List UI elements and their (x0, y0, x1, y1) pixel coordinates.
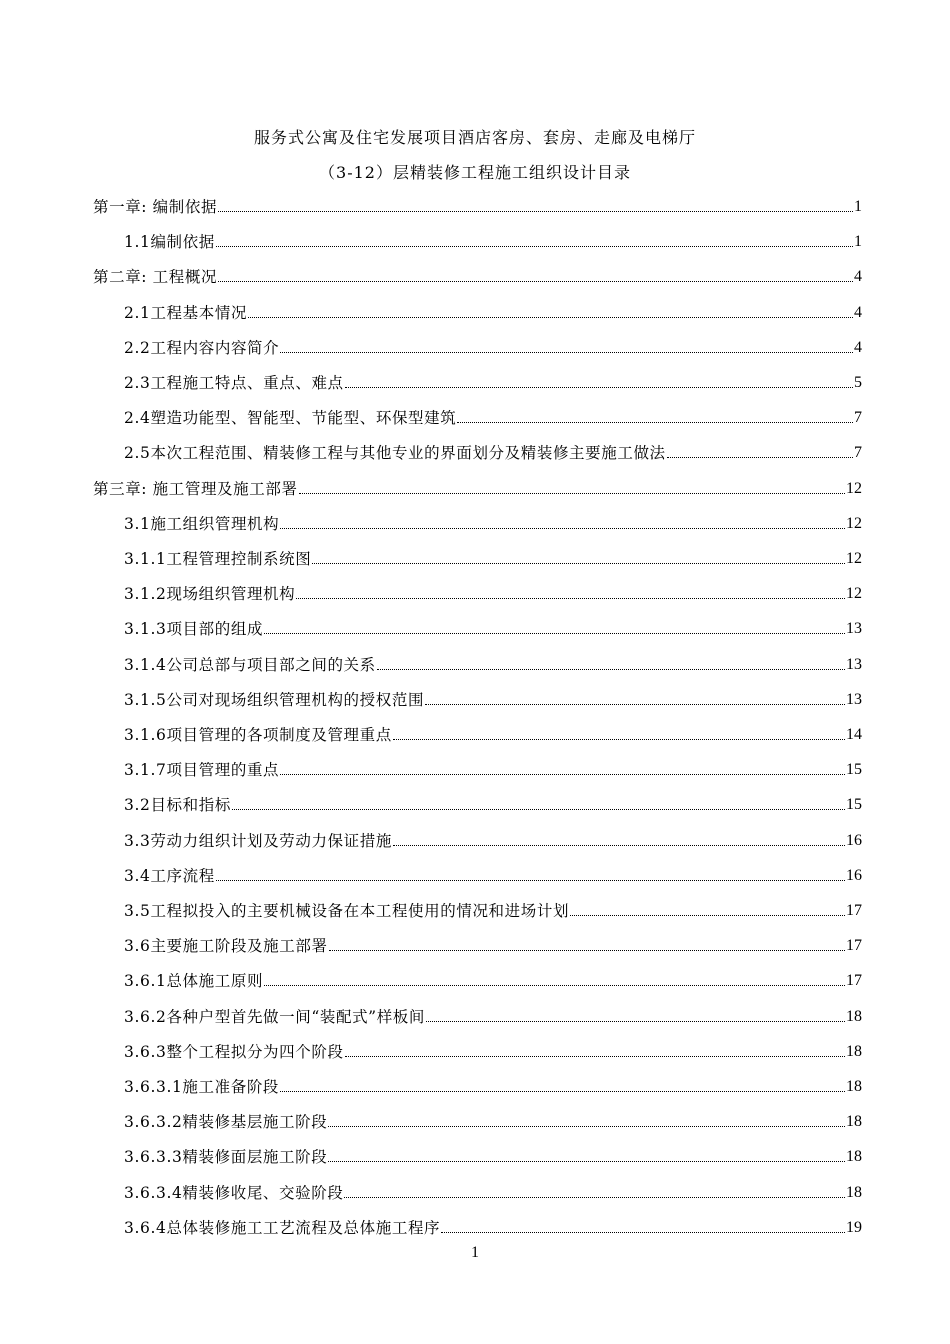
toc-entry-page: 17 (846, 937, 862, 955)
toc-entry-page: 18 (846, 1148, 862, 1166)
toc-leader-dots (280, 528, 845, 529)
toc-entry-page: 17 (846, 972, 862, 990)
toc-entry-label: 3.6.3.4精装修收尾、交验阶段 (124, 1183, 344, 1202)
toc-entry-label: 3.6.3.3精装修面层施工阶段 (124, 1148, 328, 1167)
toc-entry-page: 18 (846, 1183, 862, 1201)
toc-entry[interactable] (124, 827, 862, 851)
toc-entry-label: 3.6.2各种户型首先做一间“装配式”样板间 (124, 1007, 425, 1026)
toc-entry[interactable] (124, 228, 862, 252)
toc-entry-page: 7 (854, 444, 862, 462)
toc-entry[interactable] (124, 580, 862, 604)
toc-leader-dots (426, 1021, 845, 1022)
document-title-line1: 服务式公寓及住宅发展项目酒店客房、套房、走廊及电梯厅 (253, 128, 696, 147)
toc-entry-label: 3.6.1总体施工原则 (124, 972, 264, 991)
toc-entry[interactable] (124, 756, 862, 780)
toc-entry-label: 第一章: 编制依据 (93, 198, 218, 216)
toc-leader-dots (393, 845, 845, 846)
toc-entry-page: 12 (846, 514, 862, 532)
toc-entry-page: 12 (846, 479, 862, 497)
toc-entry[interactable] (124, 334, 862, 358)
toc-entry-page: 14 (846, 726, 862, 743)
toc-entry[interactable] (93, 193, 862, 217)
toc-entry[interactable] (93, 475, 862, 499)
toc-entry-page: 17 (846, 902, 862, 919)
document-title-line2: （3-12）层精装修工程施工组织设计目录 (319, 163, 631, 182)
toc-leader-dots (218, 211, 853, 212)
toc-entry-page: 4 (854, 268, 862, 286)
toc-leader-dots (345, 387, 853, 388)
toc-entry[interactable] (124, 651, 862, 675)
toc-entry-label: 第二章: 工程概况 (93, 268, 218, 287)
page-number: 1 (471, 1244, 479, 1261)
toc-leader-dots (280, 774, 845, 775)
toc-entry-label: 3.6.3.1施工准备阶段 (124, 1078, 280, 1096)
toc-entry[interactable] (124, 1179, 862, 1203)
toc-leader-dots (344, 1197, 845, 1198)
toc-entry-label: 3.1.5公司对现场组织管理机构的授权范围 (124, 690, 425, 709)
toc-leader-dots (216, 246, 853, 247)
toc-entry-label: 第三章: 施工管理及施工部署 (93, 479, 298, 498)
toc-entry-label: 3.2目标和指标 (124, 796, 231, 815)
toc-entry-page: 12 (846, 550, 862, 567)
toc-entry[interactable] (93, 263, 862, 287)
toc-entry[interactable] (124, 369, 862, 393)
toc-leader-dots (667, 457, 853, 458)
toc-entry-label: 2.1工程基本情况 (124, 303, 248, 322)
toc-entry[interactable] (124, 897, 862, 921)
toc-entry-page: 1 (854, 198, 862, 215)
toc-entry-page: 15 (846, 761, 862, 779)
toc-leader-dots (457, 422, 853, 423)
toc-entry-page: 5 (854, 374, 862, 391)
toc-entry-label: 2.4塑造功能型、智能型、节能型、环保型建筑 (124, 409, 457, 428)
toc-leader-dots (296, 598, 845, 599)
toc-entry-page: 13 (846, 620, 862, 638)
toc-entry-label: 2.5本次工程范围、精装修工程与其他专业的界面划分及精装修主要施工做法 (124, 444, 666, 463)
toc-leader-dots (299, 493, 845, 494)
toc-entry-page: 18 (846, 1042, 862, 1060)
toc-entry-label: 3.5工程拟投入的主要机械设备在本工程使用的情况和进场计划 (124, 902, 570, 920)
toc-leader-dots (328, 1161, 845, 1162)
toc-entry-label: 3.4工序流程 (124, 866, 215, 885)
toc-entry-page: 16 (846, 831, 862, 849)
toc-entry-label: 3.6.3整个工程拟分为四个阶段 (124, 1042, 344, 1061)
toc-entry-page: 16 (846, 866, 862, 884)
toc-entry[interactable] (124, 545, 862, 569)
toc-leader-dots (218, 281, 853, 282)
toc-leader-dots (280, 1091, 845, 1092)
toc-entry[interactable] (124, 439, 862, 463)
toc-entry[interactable] (124, 1003, 862, 1027)
toc-entry-page: 1 (854, 233, 862, 251)
toc-entry-page: 18 (846, 1007, 862, 1025)
toc-entry-label: 3.1施工组织管理机构 (124, 514, 280, 533)
toc-entry-page: 19 (846, 1218, 862, 1236)
toc-leader-dots (425, 704, 845, 705)
toc-entry[interactable] (124, 1038, 862, 1062)
toc-entry-page: 13 (846, 690, 862, 708)
toc-entry-page: 15 (846, 796, 862, 814)
toc-entry-page: 18 (846, 1113, 862, 1131)
toc-leader-dots (280, 352, 853, 353)
toc-entry-page: 7 (854, 409, 862, 427)
toc-entry-page: 18 (846, 1078, 862, 1095)
toc-leader-dots (377, 669, 845, 670)
toc-leader-dots (232, 809, 845, 810)
toc-entry-label: 3.6主要施工阶段及施工部署 (124, 937, 328, 956)
toc-entry-label: 3.1.3项目部的组成 (124, 620, 264, 639)
toc-leader-dots (393, 739, 845, 740)
toc-leader-dots (441, 1232, 845, 1233)
toc-leader-dots (328, 1126, 845, 1127)
toc-entry-page: 4 (854, 303, 862, 321)
toc-leader-dots (248, 317, 853, 318)
toc-entry[interactable] (124, 1108, 862, 1132)
toc-entry-label: 1.1编制依据 (124, 233, 215, 252)
toc-entry-page: 4 (854, 338, 862, 356)
toc-entry-label: 3.1.7项目管理的重点 (124, 761, 280, 780)
toc-entry[interactable] (124, 299, 862, 323)
toc-entry[interactable] (124, 791, 862, 815)
toc-entry[interactable] (124, 615, 862, 639)
toc-leader-dots (329, 950, 845, 951)
toc-leader-dots (264, 985, 845, 986)
toc-leader-dots (264, 633, 845, 634)
toc-entry-label: 3.1.6项目管理的各项制度及管理重点 (124, 726, 392, 744)
toc-entry[interactable] (124, 404, 862, 428)
toc-entry[interactable] (124, 932, 862, 956)
toc-leader-dots (216, 880, 845, 881)
toc-entry[interactable] (124, 1214, 862, 1238)
toc-leader-dots (345, 1056, 845, 1057)
toc-entry[interactable] (124, 967, 862, 991)
toc-entry[interactable] (124, 862, 862, 886)
toc-entry[interactable] (124, 686, 862, 710)
toc-leader-dots (570, 915, 845, 916)
toc-entry-label: 3.6.3.2精装修基层施工阶段 (124, 1113, 328, 1132)
toc-entry[interactable] (124, 721, 862, 745)
toc-entry-label: 3.3劳动力组织计划及劳动力保证措施 (124, 831, 392, 850)
toc-entry-label: 2.3工程施工特点、重点、难点 (124, 374, 344, 392)
toc-entry-label: 3.1.2现场组织管理机构 (124, 585, 296, 604)
toc-entry-page: 13 (846, 655, 862, 673)
toc-leader-dots (312, 563, 845, 564)
toc-entry[interactable] (124, 1143, 862, 1167)
toc-entry[interactable] (124, 510, 862, 534)
toc-entry-page: 12 (846, 585, 862, 603)
toc-entry-label: 3.1.4公司总部与项目部之间的关系 (124, 655, 376, 674)
toc-entry-label: 3.1.1工程管理控制系统图 (124, 550, 312, 568)
toc-entry-label: 3.6.4总体装修施工工艺流程及总体施工程序 (124, 1218, 441, 1237)
toc-entry-label: 2.2工程内容内容简介 (124, 338, 280, 357)
toc-entry[interactable] (124, 1073, 862, 1097)
